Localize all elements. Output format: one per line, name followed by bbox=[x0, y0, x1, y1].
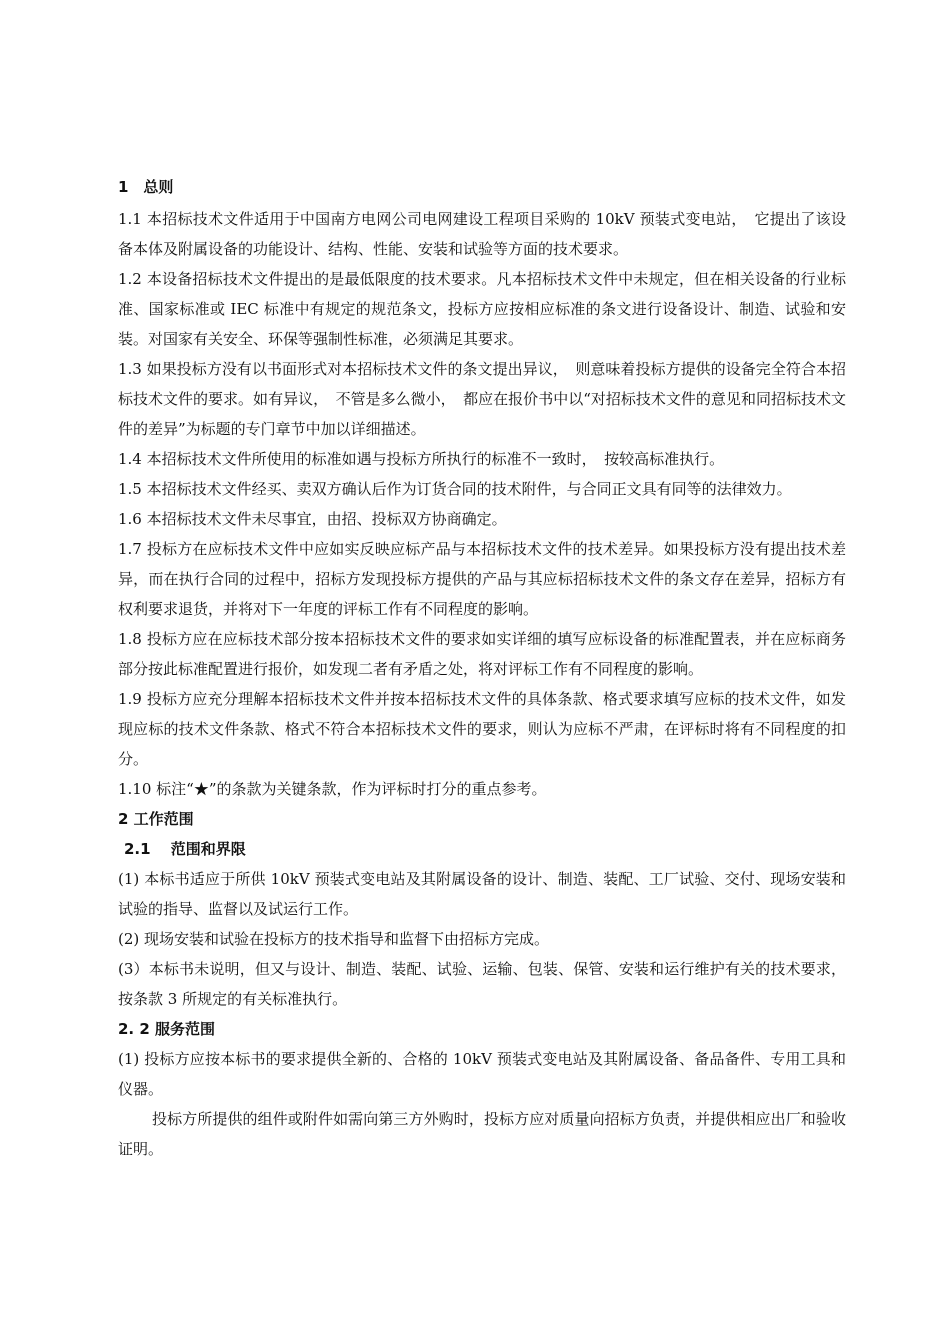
clause-1-5: 1.5 本招标技术文件经买、卖双方确认后作为订货合同的技术附件，与合同正文具有同等的法律效力。 bbox=[118, 480, 792, 498]
clause-1-3: 1.3 如果投标方没有以书面形式对本招标技术文件的条文提出异议， 则意味着投标方提供的设备完全符合本招标技术文件的要求。如有异议， 不管是多么微小， 都应在报价书中以“对招标技术文件的意见和同招标技术文件的差异”为标题的专门章节中加以详细描述。 bbox=[118, 360, 846, 438]
clause-1-4: 1.4 本招标技术文件所使用的标准如遇与投标方所执行的标准不一致时， 按较高标准执行。 bbox=[118, 450, 725, 468]
section-2-heading: 2 工作范围 bbox=[118, 810, 194, 828]
scope-item-1: (1) 本标书适应于所供 10kV 预装式变电站及其附属设备的设计、制造、装配、工厂试验、交付、现场安装和试验的指导、监督以及试运行工作。 bbox=[118, 870, 846, 918]
clause-1-10: 1.10 标注“★”的条款为关键条款，作为评标时打分的重点参考。 bbox=[118, 780, 547, 798]
section-2-1-heading: 2.1 范围和界限 bbox=[124, 840, 246, 858]
clause-1-7: 1.7 投标方在应标技术文件中应如实反映应标产品与本招标技术文件的技术差异。如果投标方没有提出技术差异，而在执行合同的过程中，招标方发现投标方提供的产品与其应标招标技术文件的条文存在差异，招标方有权利要求退货，并将对下一年度的评标工作有不同程度的影响。 bbox=[118, 540, 846, 618]
clause-1-1: 1.1 本招标技术文件适用于中国南方电网公司电网建设工程项目采购的 10kV 预装式变电站， 它提出了该设备本体及附属设备的功能设计、结构、性能、安装和试验等方面的技术要求。 bbox=[118, 210, 846, 258]
scope-item-3: (3）本标书未说明，但又与设计、制造、装配、试验、运输、包装、保管、安装和运行维护有关的技术要求，按条款 3 所规定的有关标准执行。 bbox=[118, 960, 846, 1008]
document-body bbox=[118, 172, 846, 1164]
section-1-heading: 1 总则 bbox=[118, 178, 174, 196]
clause-1-8: 1.8 投标方应在应标技术部分按本招标技术文件的要求如实详细的填写应标设备的标准配置表，并在应标商务部分按此标准配置进行报价，如发现二者有矛盾之处，将对评标工作有不同程度的影响。 bbox=[118, 630, 846, 678]
clause-1-2: 1.2 本设备招标技术文件提出的是最低限度的技术要求。凡本招标技术文件中未规定，但在相关设备的行业标准、国家标准或 IEC 标准中有规定的规范条文，投标方应按相应标准的条文进行设备设计、制造、试验和安装。对国家有关安全、环保等强制性标准，必须满足其要求。 bbox=[118, 270, 846, 348]
clause-1-9: 1.9 投标方应充分理解本招标技术文件并按本招标技术文件的具体条款、格式要求填写应标的技术文件，如发现应标的技术文件条款、格式不符合本招标技术文件的要求，则认为应标不严肃，在评标时将有不同程度的扣分。 bbox=[118, 690, 846, 768]
service-item-1: (1) 投标方应按本标书的要求提供全新的、合格的 10kV 预装式变电站及其附属设备、备品备件、专用工具和仪器。 bbox=[118, 1050, 846, 1098]
clause-1-6: 1.6 本招标技术文件未尽事宜，由招、投标双方协商确定。 bbox=[118, 510, 507, 528]
scope-item-2: (2) 现场安装和试验在投标方的技术指导和监督下由招标方完成。 bbox=[118, 930, 550, 948]
section-2-2-heading: 2. 2 服务范围 bbox=[118, 1020, 216, 1038]
service-note: 投标方所提供的组件或附件如需向第三方外购时，投标方应对质量向招标方负责，并提供相应出厂和验收证明。 bbox=[118, 1110, 846, 1158]
